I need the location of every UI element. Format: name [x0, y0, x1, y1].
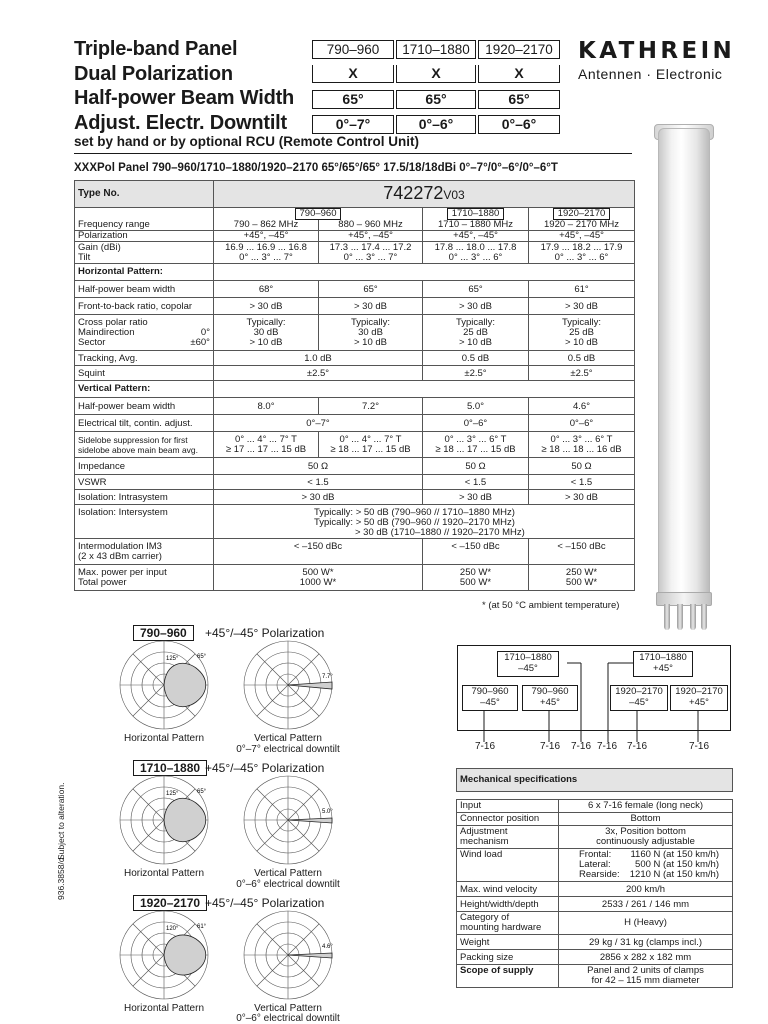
footnote: * (at 50 °C ambient temperature)	[482, 600, 620, 611]
pattern-pol-1: +45°/–45° Polarization	[205, 626, 325, 640]
cell: Typically: 25 dB > 10 dB	[529, 315, 635, 351]
connector-label: 7-16	[571, 741, 592, 752]
cell: +45°, –45°	[529, 231, 635, 242]
antenna-connector	[690, 604, 696, 630]
cell: > 30 dB	[529, 490, 635, 505]
tilt-label: Tilt	[78, 252, 91, 263]
header-band-3: 1920–2170	[478, 40, 560, 59]
band-header-1710: 1710–1880	[447, 208, 505, 220]
cell: > 30 dB	[423, 490, 529, 505]
horizontal-pattern-3	[112, 908, 216, 1002]
row-label: Tracking, Avg.	[75, 351, 214, 366]
cell: > 30 dB	[214, 490, 423, 505]
v-caption-2b: 0°–6° electrical downtilt	[236, 879, 340, 890]
cell: 3x, Position bottom continuously adjustable	[559, 826, 733, 849]
cell: < –150 dBc	[423, 539, 529, 565]
tilt-value: 0° ... 3° ... 7°	[239, 252, 293, 263]
antenna-radome	[658, 128, 710, 600]
table-row	[457, 897, 733, 912]
cell: 1710 – 1880 MHz	[423, 220, 529, 231]
cell: 50 Ω	[214, 458, 423, 475]
row-label	[75, 315, 214, 351]
spec-table	[74, 180, 635, 591]
v-caption-1a: Vertical Pattern	[254, 733, 322, 744]
cell: 500 W* 1000 W*	[214, 565, 423, 591]
mechanical-header	[457, 769, 733, 792]
cell: 50 Ω	[529, 458, 635, 475]
pattern-band-3: 1920–2170	[133, 895, 207, 911]
vertical-pattern-3	[236, 908, 340, 1002]
cell: < –150 dBc	[529, 539, 635, 565]
row-label: Weight	[457, 935, 559, 950]
vertical-pattern-2	[236, 773, 340, 867]
title-line-2: Dual Polarization	[74, 63, 233, 85]
cell: 250 W* 500 W*	[423, 565, 529, 591]
cell: Panel and 2 units of clamps for 42 – 115 mm diameter	[559, 965, 733, 988]
row-label: Max. power per input Total power	[75, 565, 214, 591]
cell: 61°	[529, 281, 635, 298]
cell: 50 Ω	[423, 458, 529, 475]
type-row	[75, 181, 635, 208]
cell: 2533 / 261 / 146 mm	[559, 897, 733, 912]
row-label: Squint	[75, 366, 214, 381]
section-row	[75, 264, 635, 281]
header-pol-2: X	[396, 65, 476, 83]
cell: 7.2°	[319, 398, 423, 415]
v-caption-1b: 0°–7° electrical downtilt	[236, 744, 340, 755]
cell: H (Heavy)	[559, 912, 733, 935]
conn-box-1920-p45: 1920–2170 +45°	[670, 685, 728, 711]
pattern-pol-2: +45°/–45° Polarization	[205, 761, 325, 775]
cell	[529, 242, 635, 264]
typically: Typically:	[561, 317, 602, 328]
table-row	[75, 432, 635, 458]
row-label: Wind load	[457, 849, 559, 882]
spec-line: XXXPol Panel 790–960/1710–1880/1920–2170 65°/65°/65° 17.5/18/18dBi 0°–7°/0°–6°/0°–6°T	[74, 162, 558, 174]
antenna-connector	[701, 604, 707, 630]
table-row	[457, 800, 733, 813]
cell: > 30 dB	[529, 298, 635, 315]
table-row	[75, 398, 635, 415]
table-row	[457, 965, 733, 988]
connector-label: 7-16	[689, 741, 710, 752]
header-tilt-1: 0°–7°	[312, 115, 394, 134]
section-row	[75, 381, 635, 398]
pattern-pol-3: +45°/–45° Polarization	[205, 896, 325, 910]
table-row	[75, 231, 635, 242]
gain-value: 17.9 ... 18.2 ... 17.9	[540, 242, 623, 253]
cell: < 1.5	[423, 475, 529, 490]
table-row	[457, 950, 733, 965]
table-row	[75, 505, 635, 539]
row-label: Isolation: Intersystem	[75, 505, 214, 539]
cell: 65°	[319, 281, 423, 298]
horizontal-lobe	[164, 935, 206, 975]
row-label: Half-power beam width	[75, 281, 214, 298]
pattern-band-2: 1710–1880	[133, 760, 207, 776]
cell	[423, 242, 529, 264]
row-label: Intermodulation IM3 (2 x 43 dBm carrier)	[75, 539, 214, 565]
table-row	[75, 565, 635, 591]
doc-number: 936.3858/d	[56, 857, 66, 900]
title-line-1: Triple-band Panel	[74, 38, 238, 60]
cell: +45°, –45°	[319, 231, 423, 242]
conn-box-1920-m45: 1920–2170 –45°	[610, 685, 668, 711]
section-heading: Vertical Pattern:	[75, 381, 214, 398]
table-row	[457, 813, 733, 826]
row-label: Connector position	[457, 813, 559, 826]
table-row	[457, 792, 733, 800]
horizontal-pattern-1	[112, 638, 216, 732]
table-row	[75, 351, 635, 366]
connector-label: 7-16	[627, 741, 648, 752]
h-label-a: 125°	[166, 791, 179, 797]
row-label: Category of mounting hardware	[457, 912, 559, 935]
row-label: Isolation: Intrasystem	[75, 490, 214, 505]
cell: 0.5 dB	[423, 351, 529, 366]
antenna-connector	[677, 604, 683, 630]
band-header-1920: 1920–2170	[553, 208, 611, 220]
h-caption-2: Horizontal Pattern	[123, 868, 205, 879]
cell: Typically: 30 dB > 10 dB	[319, 315, 423, 351]
cell: 880 – 960 MHz	[319, 220, 423, 231]
tilt-value: 0° ... 3° ... 6°	[448, 252, 503, 263]
cell: 5.0°	[423, 398, 529, 415]
gain-label: Gain (dBi)	[78, 242, 121, 253]
v-label: 4.6°	[322, 944, 333, 950]
table-row	[75, 298, 635, 315]
pattern-band-1: 790–960	[133, 625, 194, 641]
cell: > 30 dB	[214, 298, 319, 315]
h-label-b: 65°	[197, 789, 207, 795]
mechanical-table	[456, 768, 733, 988]
header-hpbw-3: 65°	[478, 90, 560, 109]
table-row	[75, 415, 635, 432]
cell: +45°, –45°	[214, 231, 319, 242]
gain-value: 17.3 ... 17.4 ... 17.2	[329, 242, 412, 253]
connector-label: 7-16	[475, 741, 496, 752]
row-label: Scope of supply	[457, 965, 559, 988]
sector-label: Sector	[78, 337, 106, 348]
cell: 0° ... 4° ... 7° T ≥ 18 ... 17 ... 15 dB	[319, 432, 423, 458]
brand-subtitle: Antennen · Electronic	[578, 66, 723, 82]
row-label: Sidelobe suppression for first sidelobe above main beam avg.	[75, 432, 214, 458]
v-caption-2a: Vertical Pattern	[254, 868, 322, 879]
cell: Frontal: 1160 N (at 150 km/h) Lateral: 500 N (at 150 km/h) Rearside: 1210 N (at 150 km/h)	[559, 849, 733, 882]
table-row	[75, 539, 635, 565]
cell: > 30 dB	[423, 298, 529, 315]
horizontal-lobe	[164, 663, 206, 706]
tilt-value: 0° ... 3° ... 6°	[554, 252, 609, 263]
h-label-b: 61°	[197, 924, 207, 930]
cell: > 30 dB	[319, 298, 423, 315]
conn-box-790-p45: 790–960 +45°	[522, 685, 578, 711]
row-label: Half-power beam width	[75, 398, 214, 415]
table-row	[75, 242, 635, 264]
type-number-suffix: V03	[443, 188, 465, 202]
table-row	[75, 220, 635, 231]
row-label: Impedance	[75, 458, 214, 475]
cell: 68°	[214, 281, 319, 298]
cell: +45°, –45°	[423, 231, 529, 242]
v-caption-3a: Vertical Pattern	[254, 1003, 322, 1014]
divider	[74, 153, 632, 154]
cell: 6 x 7-16 female (long neck)	[559, 800, 733, 813]
row-label	[75, 242, 214, 264]
v-label: 5.0°	[322, 809, 333, 815]
cell: 0.5 dB	[529, 351, 635, 366]
row-label: Input	[457, 800, 559, 813]
row-label: Height/width/depth	[457, 897, 559, 912]
type-label: Type No.	[75, 181, 214, 208]
table-row	[75, 490, 635, 505]
cell: 0°–6°	[529, 415, 635, 432]
header-pol-1: X	[312, 65, 394, 83]
header-hpbw-1: 65°	[312, 90, 394, 109]
header-band-2: 1710–1880	[396, 40, 476, 59]
table-row	[457, 912, 733, 935]
cell: 250 W* 500 W*	[529, 565, 635, 591]
row-label: Adjustment mechanism	[457, 826, 559, 849]
connector-label: 7-16	[540, 741, 561, 752]
typically: Typically:	[455, 317, 496, 328]
subject-to-alteration: Subject to alteration.	[56, 782, 66, 860]
cell: 8.0°	[214, 398, 319, 415]
table-row	[75, 281, 635, 298]
cell: 790 – 862 MHz	[214, 220, 319, 231]
cell: 0°–6°	[423, 415, 529, 432]
cell: Typically: 30 dB > 10 dB	[214, 315, 319, 351]
conn-box-1710-p45: 1710–1880 +45°	[633, 651, 693, 677]
row-label: Electrical tilt, contin. adjust.	[75, 415, 214, 432]
row-label: Max. wind velocity	[457, 882, 559, 897]
table-row	[457, 826, 733, 849]
conn-box-1710-m45: 1710–1880 –45°	[497, 651, 559, 677]
h-label-b: 65°	[197, 654, 207, 660]
type-number-main: 742272	[383, 183, 444, 203]
row-label: Packing size	[457, 950, 559, 965]
table-row	[457, 935, 733, 950]
header-subtitle: set by hand or by optional RCU (Remote Control Unit)	[74, 134, 419, 149]
brand-logo: KATHREIN	[578, 38, 736, 64]
conn-box-790-m45: 790–960 –45°	[462, 685, 518, 711]
cell: Typically: > 50 dB (790–960 // 1710–1880 MHz) Typically: > 50 dB (790–960 // 1920–2170 MHz) > 30 dB (1710–1880 // 1920–2170 MHz)	[214, 505, 635, 539]
table-row	[75, 475, 635, 490]
header-pol-3: X	[478, 65, 560, 83]
table-row	[75, 458, 635, 475]
antenna-connector	[664, 604, 670, 630]
cell: ±2.5°	[529, 366, 635, 381]
maindirection-angle: 0°	[200, 327, 210, 338]
cell: < 1.5	[529, 475, 635, 490]
table-row	[75, 315, 635, 351]
cell: 1920 – 2170 MHz	[529, 220, 635, 231]
cell: 0° ... 3° ... 6° T ≥ 18 ... 17 ... 15 dB	[423, 432, 529, 458]
title-line-3: Half-power Beam Width	[74, 87, 295, 109]
gain-value: 17.8 ... 18.0 ... 17.8	[434, 242, 517, 253]
cell	[214, 242, 319, 264]
h-caption-1: Horizontal Pattern	[123, 733, 205, 744]
maindirection-label: Maindirection	[78, 327, 135, 338]
tilt-value: 0° ... 3° ... 7°	[343, 252, 398, 263]
connector-label: 7-16	[597, 741, 618, 752]
title-line-4: Adjust. Electr. Downtilt	[74, 112, 287, 134]
row-label: VSWR	[75, 475, 214, 490]
row-label: Polarization	[75, 231, 214, 242]
cell: 2856 x 282 x 182 mm	[559, 950, 733, 965]
cell: ±2.5°	[423, 366, 529, 381]
horizontal-lobe	[164, 798, 206, 841]
cell: 0° ... 3° ... 6° T ≥ 18 ... 18 ... 16 dB	[529, 432, 635, 458]
row-label: Front-to-back ratio, copolar	[75, 298, 214, 315]
header-hpbw-2: 65°	[396, 90, 476, 109]
horizontal-pattern-2	[112, 773, 216, 867]
cross-polar-label: Cross polar ratio	[78, 317, 148, 328]
cell: 65°	[423, 281, 529, 298]
type-number	[214, 181, 635, 208]
cell: 29 kg / 31 kg (clamps incl.)	[559, 935, 733, 950]
typically: Typically:	[246, 317, 286, 328]
header-tilt-2: 0°–6°	[396, 115, 476, 134]
cell: Bottom	[559, 813, 733, 826]
table-row	[75, 366, 635, 381]
h-label-a: 120°	[166, 926, 179, 932]
header-tilt-3: 0°–6°	[478, 115, 560, 134]
row-label: Frequency range	[75, 220, 214, 231]
h-caption-3: Horizontal Pattern	[123, 1003, 205, 1014]
cell: 200 km/h	[559, 882, 733, 897]
cell: Typically: 25 dB > 10 dB	[423, 315, 529, 351]
table-row	[457, 882, 733, 897]
cell: 1.0 dB	[214, 351, 423, 366]
cell: 4.6°	[529, 398, 635, 415]
gain-value: 16.9 ... 16.9 ... 16.8	[225, 242, 307, 253]
header-band-1: 790–960	[312, 40, 394, 59]
typically: Typically:	[350, 317, 391, 328]
band-header-790: 790–960	[295, 208, 342, 220]
cell: ±2.5°	[214, 366, 423, 381]
cell: 0° ... 4° ... 7° T ≥ 17 ... 17 ... 15 dB	[214, 432, 319, 458]
v-caption-3b: 0°–6° electrical downtilt	[236, 1013, 340, 1024]
cell: < –150 dBc	[214, 539, 423, 565]
vertical-pattern-1	[236, 638, 340, 732]
table-row	[457, 849, 733, 882]
sector-angle: ±60°	[190, 337, 210, 348]
section-heading: Horizontal Pattern:	[75, 264, 214, 281]
v-label: 7.7°	[322, 674, 333, 680]
mechanical-title: Mechanical specifications	[457, 769, 733, 792]
cell: 0°–7°	[214, 415, 423, 432]
h-label-a: 125°	[166, 656, 179, 662]
cell	[319, 242, 423, 264]
cell: < 1.5	[214, 475, 423, 490]
